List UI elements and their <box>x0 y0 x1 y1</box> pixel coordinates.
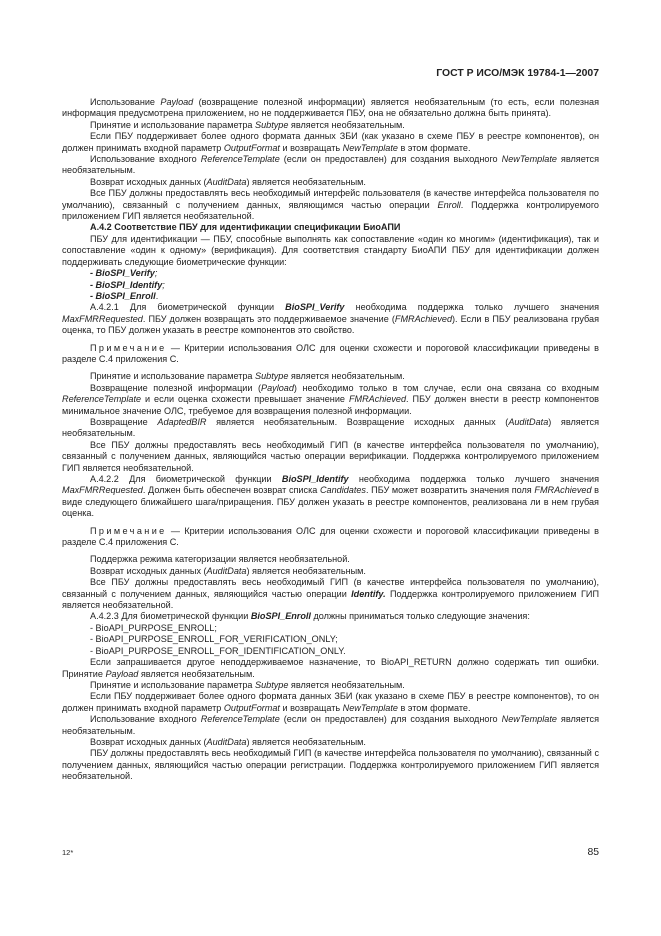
paragraph: Использование входного ReferenceTemplate (если он предоставлен) для создания выходного NewTemplate является необязательным. <box>62 714 599 736</box>
document-header: ГОСТ Р ИСО/МЭК 19784-1—2007 <box>436 68 599 79</box>
paragraph: А.4.2.3 Для биометрической функции BioSPI_Enroll должны приниматься только следующие значения: <box>90 611 530 622</box>
paragraph: ПБУ для идентификации — ПБУ, способные выполнять как сопоставление «один ко многим» (идентификация), так и сопоставление «один к одному» (верификация). Для соответствия стандарту БиоАПИ ПБУ для идентификации должен поддерживать следующие биометрические функции: <box>62 233 599 267</box>
paragraph: Принятие и использование параметра Subtype является необязательным. <box>90 679 405 690</box>
paragraph: Использование входного ReferenceTemplate (если он предоставлен) для создания выходного NewTemplate является необязательным. <box>62 154 599 176</box>
list-item: - BioSPI_Verify; <box>90 268 158 279</box>
section-heading: А.4.2 Соответствие ПБУ для идентификации спецификации БиоАПИ <box>90 222 401 233</box>
list-item: - BioAPI_PURPOSE_ENROLL; <box>90 622 217 633</box>
paragraph: А.4.2.2 Для биометрической функции BioSPI_Identify необходима поддержка только лучшего значения MaxFMRRequested. Должен быть обеспечен возврат списка Candidates. ПБУ может возвратить значения поля FMRAchieved в виде следующего ближайшего шага/приращения. ПБУ должен указать в реестре компонентов, реализована ли в нем грубая оценка. <box>62 474 600 519</box>
paragraph: Если ПБУ поддерживает более одного формата данных ЗБИ (как указано в схеме ПБУ в реестре компонентов), он должен принимать входной параметр OutputFormat и возвращать NewTemplate в этом формате. <box>62 131 599 153</box>
paragraph: Возврат исходных данных (AuditData) является необязательным. <box>90 176 366 187</box>
paragraph: ПБУ должны предоставлять весь необходимый ГИП (в качестве интерфейса пользователя по умолчанию), связанный с получением данных, являющийся частью операции регистрации. Поддержка контролируемого приложением ГИП является необязательной. <box>62 748 599 782</box>
paragraph: Использование Payload (возвращение полезной информации) является необязательным (то есть, если полезная информация предусмотрена приложением, но не поддерживается ПБУ, она не обязательно должна быть принята). <box>62 97 599 119</box>
list-item: - BioSPI_Enroll. <box>90 290 159 301</box>
paragraph: Возвращение AdaptedBIR является необязательным. Возвращение исходных данных (AuditData) является необязательным. <box>62 416 599 439</box>
note: Примечание — Критерии использования ОЛС для оценки схожести и пороговой классификации приведены в разделе С.4 приложения С. <box>62 342 599 364</box>
page-body <box>62 97 599 783</box>
paragraph: Принятие и использование параметра Subtype является необязательным. <box>90 371 405 382</box>
list-item: - BioSPI_Identify; <box>90 279 165 290</box>
list-item: - BioAPI_PURPOSE_ENROLL_FOR_IDENTIFICATION_ONLY. <box>90 645 346 656</box>
list-item: - BioAPI_PURPOSE_ENROLL_FOR_VERIFICATION_ONLY; <box>90 634 338 645</box>
paragraph: Если запрашивается другое неподдерживаемое назначение, то BioAPI_RETURN должно содержать тип ошибки. Принятие Payload является необязательным. <box>62 657 599 679</box>
paragraph: Если ПБУ поддерживает более одного формата данных ЗБИ (как указано в схеме ПБУ в реестре компонентов), то он должен принимать входной параметр OutputFormat и возвращать NewTemplate в этом формате. <box>62 691 599 713</box>
paragraph: Возврат исходных данных (AuditData) является необязательным. <box>90 736 366 747</box>
paragraph: Возвращение полезной информации (Payload) необходимо только в том случае, если она связана со входным ReferenceTemplate и если оценка схожести превышает значение FMRAchieved. ПБУ должен внести в реестр компонентов минимальное значение ОЛС, требуемое для возвращения полезной информации. <box>62 382 599 416</box>
paragraph: Поддержка режима категоризации является необязательной. <box>90 554 350 565</box>
paragraph: Все ПБУ должны предоставлять весь необходимый ГИП (в качестве интерфейса пользователя по умолчанию), связанный с получением данных, являющийся частью операции верификации. Поддержка контролируемого приложением ГИП является необязательной. <box>62 439 599 473</box>
paragraph: Принятие и использование параметра Subtype является необязательным. <box>90 119 405 130</box>
paragraph: Все ПБУ должны предоставлять весь необходимый ГИП (в качестве интерфейса пользователя по умолчанию), связанный с получением данных, являющийся частью операции Identify. Поддержка контролируемого приложением ГИП является необязательной. <box>62 577 599 611</box>
paragraph: Возврат исходных данных (AuditData) является необязательным. <box>90 565 366 576</box>
paragraph: А.4.2.1 Для биометрической функции BioSPI_Verify необходима поддержка только лучшего значения MaxFMRRequested. ПБУ должен возвращать это поддерживаемое значение (FMRAchieved). Если в ПБУ реализована грубая оценка, то ПБУ должен указать в реестре компонентов это свойство. <box>62 302 600 336</box>
note: Примечание — Критерии использования ОЛС для оценки схожести и пороговой классификации приведены в разделе С.4 приложения С. <box>62 525 599 548</box>
paragraph: Все ПБУ должны предоставлять весь необходимый интерфейс пользователя (в качестве интерфейса пользователя по умолчанию), связанный с получением данных, являющимся частью операции Enroll. Поддержка контролируемого приложением ГИП является необязательной. <box>62 188 599 222</box>
sheet-mark: 12* <box>62 848 74 857</box>
page-number: 85 <box>587 847 599 858</box>
